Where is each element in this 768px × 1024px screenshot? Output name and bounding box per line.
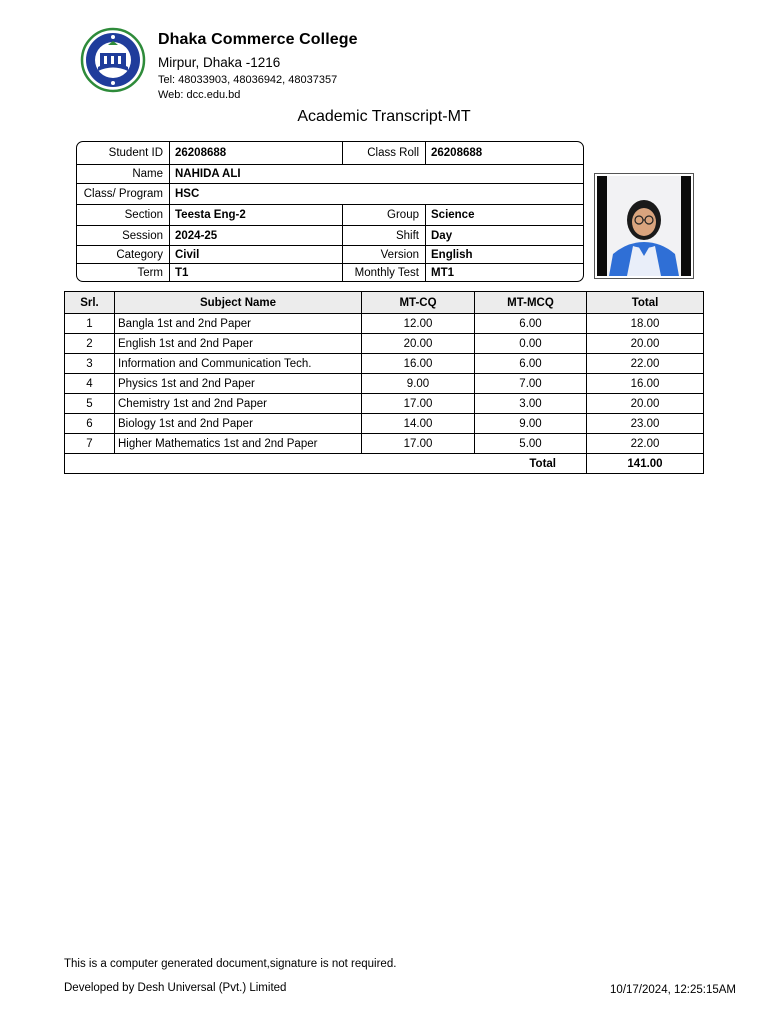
subject-cell: Physics 1st and 2nd Paper [115,374,362,394]
column-header: Srl. [65,292,115,314]
generated-timestamp: 10/17/2024, 12:25:15AM [610,984,736,996]
table-row [65,414,704,434]
serial-cell: 1 [65,314,115,334]
info-row-term [77,263,583,282]
session-value: 2024-25 [169,226,342,245]
serial-cell: 5 [65,394,115,414]
program-label: Class/ Program [83,188,163,200]
name-value: NAHIDA ALI [169,165,583,183]
mt-cq-cell: 16.00 [362,354,475,374]
mt-mcq-cell: 5.00 [475,434,587,454]
total-cell: 22.00 [587,434,704,454]
header-row [65,292,704,314]
info-row-section [77,204,583,225]
table-row [65,374,704,394]
shift-label: Shift [342,226,425,245]
name-label: Name [132,168,163,180]
mt-mcq-cell: 7.00 [475,374,587,394]
mt-cq-cell: 17.00 [362,394,475,414]
subject-cell: English 1st and 2nd Paper [115,334,362,354]
column-header: MT-CQ [362,292,475,314]
table-row [65,314,704,334]
info-row-session [77,225,583,245]
student-portrait-icon [597,176,691,276]
total-cell: 18.00 [587,314,704,334]
college-name: Dhaka Commerce College [158,31,358,48]
info-row-category [77,245,583,263]
mt-cq-cell: 14.00 [362,414,475,434]
total-cell: 16.00 [587,374,704,394]
version-label: Version [342,246,425,263]
section-value: Teesta Eng-2 [169,205,342,225]
total-row-spacer [65,454,475,474]
college-telephone: Tel: 48033903, 48036942, 48037357 [158,74,338,86]
table-row [65,434,704,454]
subject-cell: Bangla 1st and 2nd Paper [115,314,362,334]
column-header: Total [587,292,704,314]
mt-cq-cell: 12.00 [362,314,475,334]
monthly-test-value: MT1 [425,264,583,282]
page-title [0,108,768,126]
class-roll-label: Class Roll [342,142,425,164]
mt-cq-cell: 9.00 [362,374,475,394]
table-row [65,334,704,354]
title-text: Academic Transcript-MT [297,108,471,125]
serial-cell: 3 [65,354,115,374]
marks-table-body [65,314,704,474]
subject-cell: Information and Communication Tech. [115,354,362,374]
mt-mcq-cell: 6.00 [475,354,587,374]
total-cell: 23.00 [587,414,704,434]
mt-mcq-cell: 9.00 [475,414,587,434]
student-photo [594,173,694,279]
info-row-id [77,142,583,164]
term-value: T1 [169,264,342,282]
computer-generated-note: This is a computer generated document,signature is not required. [64,958,397,970]
subject-cell: Higher Mathematics 1st and 2nd Paper [115,434,362,454]
photo-frame [597,176,691,276]
grand-total-value: 141.00 [587,454,704,474]
section-label: Section [124,209,163,221]
term-label: Term [137,267,163,279]
marks-table [64,291,704,474]
class-roll-value: 26208688 [425,142,583,164]
serial-cell: 4 [65,374,115,394]
category-value: Civil [169,246,342,263]
mt-mcq-cell: 0.00 [475,334,587,354]
student-id-label: Student ID [108,147,163,159]
group-label: Group [342,205,425,225]
developer-credit: Developed by Desh Universal (Pvt.) Limited [64,982,287,994]
serial-cell: 7 [65,434,115,454]
subject-cell: Chemistry 1st and 2nd Paper [115,394,362,414]
student-info-box [76,141,584,282]
serial-cell: 2 [65,334,115,354]
total-row [65,454,704,474]
group-value: Science [425,205,583,225]
mt-mcq-cell: 6.00 [475,314,587,334]
version-value: English [425,246,583,263]
category-label: Category [116,248,163,261]
marks-table-header [65,292,704,314]
total-cell: 20.00 [587,394,704,414]
college-seal-icon [80,27,146,93]
column-header: Subject Name [115,292,362,314]
session-label: Session [122,229,163,242]
mt-cq-cell: 17.00 [362,434,475,454]
mt-cq-cell: 20.00 [362,334,475,354]
subject-cell: Biology 1st and 2nd Paper [115,414,362,434]
info-row-name [77,164,583,183]
college-website: Web: dcc.edu.bd [158,89,241,101]
column-header: MT-MCQ [475,292,587,314]
total-cell: 22.00 [587,354,704,374]
total-cell: 20.00 [587,334,704,354]
college-address: Mirpur, Dhaka -1216 [158,55,281,70]
student-id-value: 26208688 [169,142,342,164]
table-row [65,394,704,414]
total-label: Total [475,454,587,474]
table-row [65,354,704,374]
mt-mcq-cell: 3.00 [475,394,587,414]
serial-cell: 6 [65,414,115,434]
shift-value: Day [425,226,583,245]
info-row-program [77,183,583,204]
monthly-test-label: Monthly Test [342,264,425,282]
program-value: HSC [169,184,583,204]
